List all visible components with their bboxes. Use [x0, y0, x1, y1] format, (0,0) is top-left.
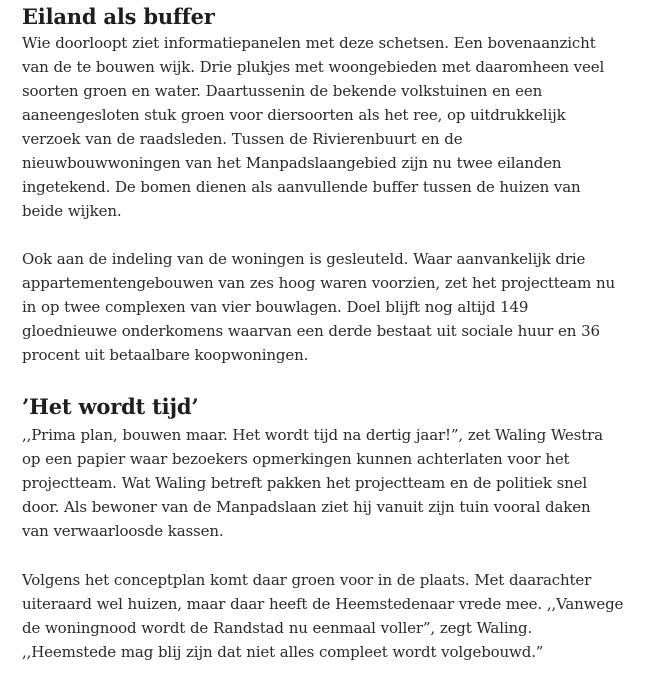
text-line: op een papier waar bezoekers opmerkingen kunnen achterlaten voor het [22, 450, 570, 468]
text-line: van verwaarloosde kassen. [22, 522, 224, 540]
text-line: ,,Prima plan, bouwen maar. Het wordt tijd na dertig jaar!”, zet Waling Westra [22, 426, 603, 444]
text-line: van de te bouwen wijk. Drie plukjes met woongebieden met daaromheen veel [22, 58, 605, 76]
text-line: Wie doorloopt ziet informatiepanelen met deze schetsen. Een bovenaanzicht [22, 34, 596, 52]
text-line: procent uit betaalbare koopwoningen. [22, 346, 309, 364]
text-line: Volgens het conceptplan komt daar groen voor in de plaats. Met daarachter [22, 571, 592, 589]
text-line: beide wijken. [22, 202, 122, 220]
text-line: appartementengebouwen van zes hoog waren voorzien, zet het projectteam nu [22, 274, 616, 292]
paragraph-tijd-2 [22, 568, 662, 664]
article-body [22, 0, 662, 664]
paragraph-tijd-1 [22, 423, 662, 543]
text-line: aaneengesloten stuk groen voor diersoorten als het ree, op uitdrukkelijk [22, 106, 566, 124]
text-line: verzoek van de raadsleden. Tussen de Rivierenbuurt en de [22, 130, 463, 148]
paragraph-eiland-1 [22, 31, 662, 223]
text-line: soorten groen en water. Daartussenin de bekende volkstuinen en een [22, 82, 543, 100]
text-line: uiteraard wel huizen, maar daar heeft de Heemstedenaar vrede mee. ,,Vanwege [22, 595, 624, 613]
text-line: gloednieuwe onderkomens waarvan een derde bestaat uit sociale huur en 36 [22, 322, 600, 340]
text-line: ingetekend. De bomen dienen als aanvullende buffer tussen de huizen van [22, 178, 581, 196]
text-line: nieuwbouwwoningen van het Manpadslaangebied zijn nu twee eilanden [22, 154, 562, 172]
text-line: de woningnood wordt de Randstad nu eenmaal voller”, zegt Waling. [22, 619, 533, 637]
text-line: ,,Heemstede mag blij zijn dat niet alles compleet wordt volgebouwd.” [22, 643, 544, 661]
paragraph-eiland-2 [22, 247, 662, 367]
text-line: Ook aan de indeling van de woningen is gesleuteld. Waar aanvankelijk drie [22, 250, 586, 268]
text-line: door. Als bewoner van de Manpadslaan ziet hij vanuit zijn tuin vooral daken [22, 498, 591, 516]
text-line: in op twee complexen van vier bouwlagen. Doel blijft nog altijd 149 [22, 298, 529, 316]
section-heading-eiland-als-buffer: Eiland als buffer [22, 4, 215, 29]
section-heading-het-wordt-tijd: ’Het wordt tijd’ [22, 394, 199, 419]
text-line: projectteam. Wat Waling betreft pakken het projectteam en de politiek snel [22, 474, 588, 492]
